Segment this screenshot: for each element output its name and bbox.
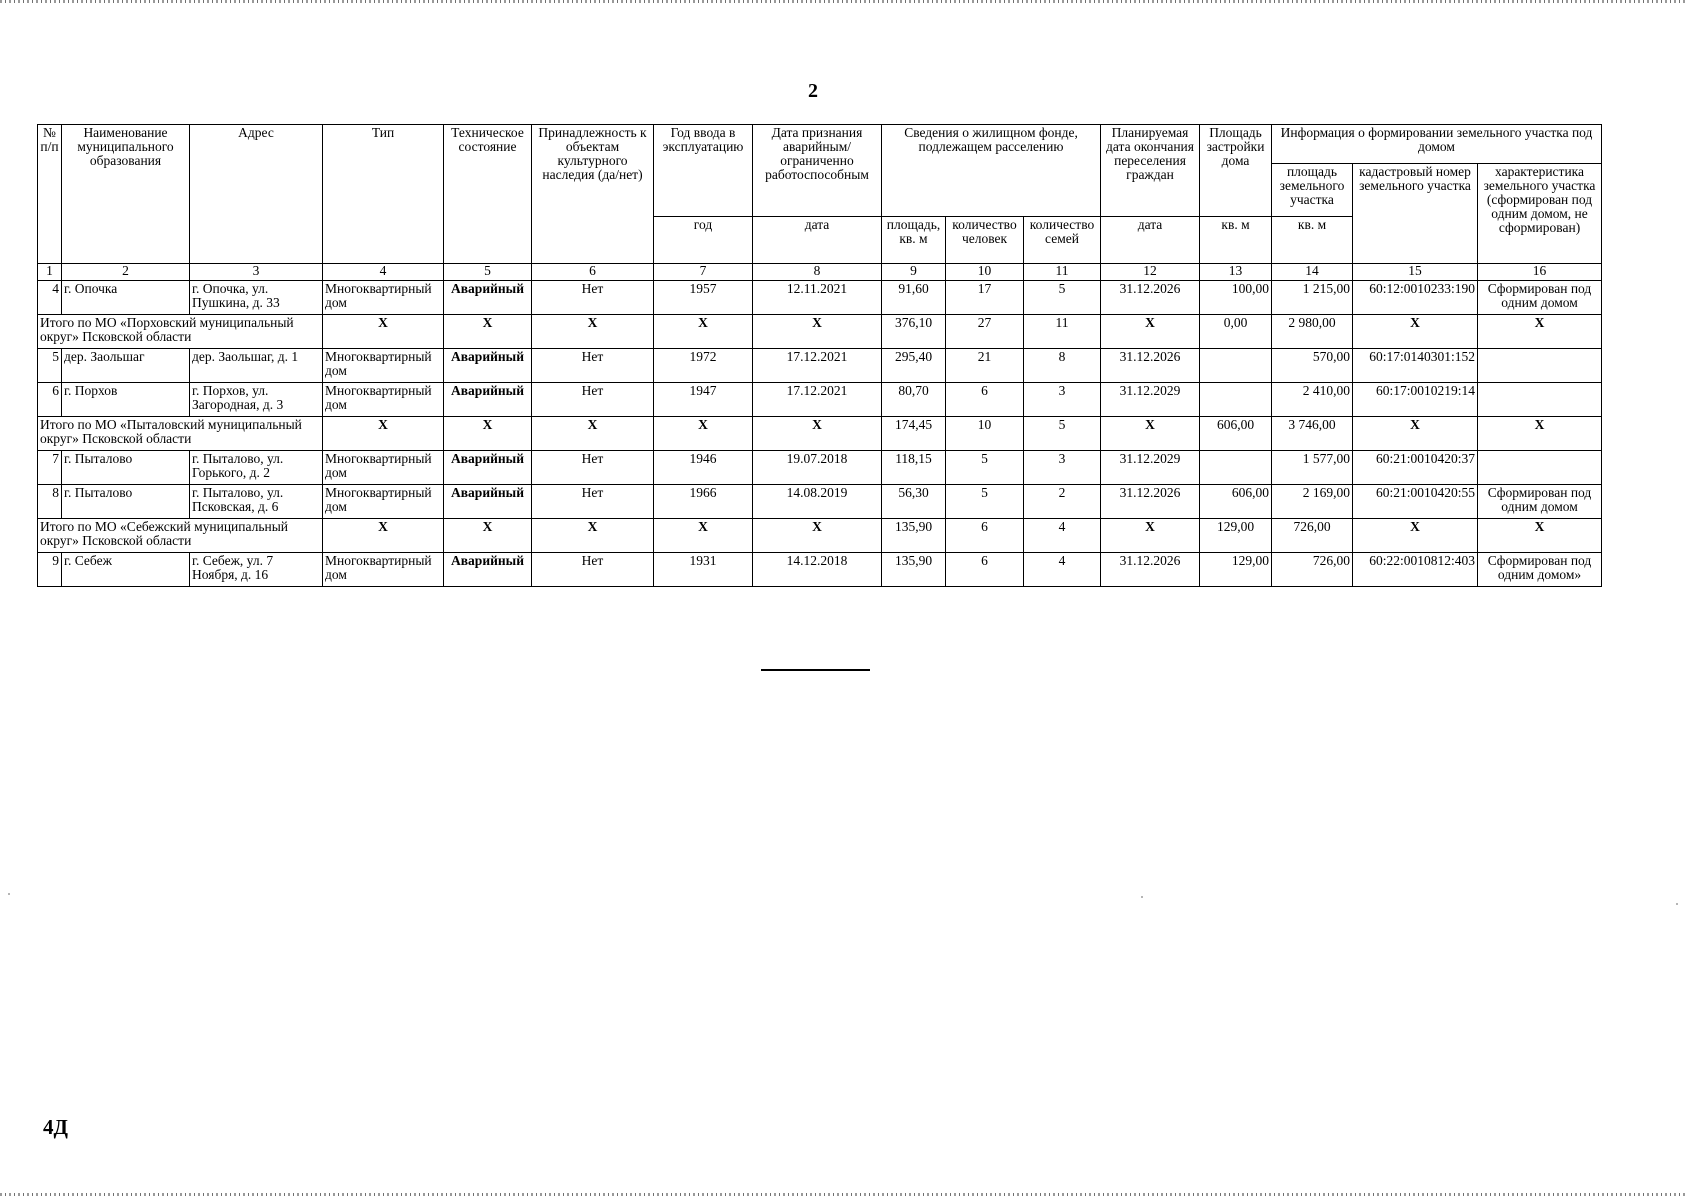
table-cell <box>1200 349 1272 383</box>
column-number: 2 <box>62 264 190 281</box>
table-cell: 5 <box>1024 281 1101 315</box>
table-row <box>38 485 1602 519</box>
table-cell: 1966 <box>654 485 753 519</box>
table-cell: Сформирован под одним домом <box>1478 485 1602 519</box>
table-cell: X <box>1353 417 1478 451</box>
table-cell: 9 <box>38 553 62 587</box>
table-cell: X <box>654 315 753 349</box>
table-cell <box>1478 349 1602 383</box>
table-cell: 21 <box>946 349 1024 383</box>
table-cell: 2 980,00 <box>1272 315 1353 349</box>
table-body <box>38 281 1602 587</box>
housing-registry-table <box>37 124 1602 587</box>
table-cell: г. Пыталово, ул. Горького, д. 2 <box>190 451 323 485</box>
table-cell: г. Себеж, ул. 7 Ноября, д. 16 <box>190 553 323 587</box>
table-cell: Многоквартирный дом <box>323 553 444 587</box>
scan-speck <box>8 893 10 895</box>
subtotal-label: Итого по МО «Пыталовский муниципальный округ» Псковской области <box>38 417 323 451</box>
table-cell: Многоквартирный дом <box>323 349 444 383</box>
table-cell: 31.12.2029 <box>1101 451 1200 485</box>
table-cell: X <box>1101 519 1200 553</box>
table-cell: 60:12:0010233:190 <box>1353 281 1478 315</box>
table-cell: X <box>1101 417 1200 451</box>
page-number: 2 <box>808 80 818 102</box>
table-cell: X <box>1101 315 1200 349</box>
table-cell: 1 577,00 <box>1272 451 1353 485</box>
table-cell: Аварийный <box>444 383 532 417</box>
table-cell: 295,40 <box>882 349 946 383</box>
table-cell: г. Порхов, ул. Загородная, д. 3 <box>190 383 323 417</box>
table-cell: 12.11.2021 <box>753 281 882 315</box>
table-cell: 726,00 <box>1272 553 1353 587</box>
header-land-area: площадь земельного участка <box>1272 164 1353 217</box>
table-cell: 4 <box>1024 553 1101 587</box>
table-cell: г. Пыталово <box>62 451 190 485</box>
column-number: 16 <box>1478 264 1602 281</box>
column-number: 1 <box>38 264 62 281</box>
table-cell: X <box>753 315 882 349</box>
table-cell: X <box>444 315 532 349</box>
column-number: 6 <box>532 264 654 281</box>
table-cell: X <box>532 315 654 349</box>
table-cell: Аварийный <box>444 553 532 587</box>
table-cell: г. Пыталово, ул. Псковская, д. 6 <box>190 485 323 519</box>
unit-plan-date: дата <box>1101 217 1200 264</box>
table-row <box>38 553 1602 587</box>
column-number: 5 <box>444 264 532 281</box>
table-cell: 5 <box>946 451 1024 485</box>
unit-building-sqm: кв. м <box>1200 217 1272 264</box>
table-cell: 5 <box>38 349 62 383</box>
table-cell: X <box>444 417 532 451</box>
table-cell: Многоквартирный дом <box>323 485 444 519</box>
subtotal-label: Итого по МО «Порховский муниципальный округ» Псковской области <box>38 315 323 349</box>
table-cell: 91,60 <box>882 281 946 315</box>
header-planned-date: Планируемая дата окончания переселения граждан <box>1101 125 1200 217</box>
column-number: 7 <box>654 264 753 281</box>
table-cell: 6 <box>946 383 1024 417</box>
table-cell <box>1478 383 1602 417</box>
table-cell: Аварийный <box>444 349 532 383</box>
table-cell: X <box>323 315 444 349</box>
header-address: Адрес <box>190 125 323 264</box>
scan-edge-top <box>0 0 1686 3</box>
subtotal-row <box>38 315 1602 349</box>
table-cell: 6 <box>946 519 1024 553</box>
unit-area-sqm: площадь, кв. м <box>882 217 946 264</box>
table-cell: 5 <box>946 485 1024 519</box>
table-cell: 60:17:0010219:14 <box>1353 383 1478 417</box>
table-row <box>38 349 1602 383</box>
table-cell: 17 <box>946 281 1024 315</box>
table-cell: 4 <box>38 281 62 315</box>
column-number: 8 <box>753 264 882 281</box>
column-number: 10 <box>946 264 1024 281</box>
table-cell: Аварийный <box>444 485 532 519</box>
table-cell: 19.07.2018 <box>753 451 882 485</box>
table-cell <box>1478 451 1602 485</box>
table-cell: 17.12.2021 <box>753 349 882 383</box>
table-cell: Нет <box>532 451 654 485</box>
subtotal-label: Итого по МО «Себежский муниципальный округ» Псковской области <box>38 519 323 553</box>
table-cell: 56,30 <box>882 485 946 519</box>
table-cell: X <box>532 519 654 553</box>
header-building-area: Площадь застройки дома <box>1200 125 1272 217</box>
header-land-group: Информация о формировании земельного участка под домом <box>1272 125 1602 164</box>
table-cell: 80,70 <box>882 383 946 417</box>
table-cell: 31.12.2029 <box>1101 383 1200 417</box>
column-number: 9 <box>882 264 946 281</box>
header-cadastral: кадастровый номер земельного участка <box>1353 164 1478 264</box>
table-cell: X <box>532 417 654 451</box>
header-recognition-date: Дата признания аварийным/ ограниченно работоспособным <box>753 125 882 217</box>
table-cell: 31.12.2026 <box>1101 553 1200 587</box>
header-row-top <box>38 125 1602 164</box>
table-cell: 31.12.2026 <box>1101 281 1200 315</box>
table-cell: 1946 <box>654 451 753 485</box>
header-type: Тип <box>323 125 444 264</box>
table-cell: дер. Заольшаг <box>62 349 190 383</box>
table-cell: Нет <box>532 281 654 315</box>
unit-year: год <box>654 217 753 264</box>
table-cell: 606,00 <box>1200 485 1272 519</box>
table-cell: 2 169,00 <box>1272 485 1353 519</box>
table-cell: 14.08.2019 <box>753 485 882 519</box>
table-cell: 2 410,00 <box>1272 383 1353 417</box>
table-cell: Нет <box>532 383 654 417</box>
table-cell: 8 <box>38 485 62 519</box>
table-cell: 10 <box>946 417 1024 451</box>
table-row <box>38 281 1602 315</box>
table-cell: X <box>753 417 882 451</box>
column-number: 3 <box>190 264 323 281</box>
table-cell: 1957 <box>654 281 753 315</box>
table-cell: X <box>1478 417 1602 451</box>
column-number-row <box>38 264 1602 281</box>
table-cell: 31.12.2026 <box>1101 349 1200 383</box>
table-cell: 31.12.2026 <box>1101 485 1200 519</box>
table-cell: г. Опочка <box>62 281 190 315</box>
table-cell <box>1200 451 1272 485</box>
header-heritage: Принадлежность к объектам культурного наследия (да/нет) <box>532 125 654 264</box>
table-cell: 11 <box>1024 315 1101 349</box>
table-cell: 60:21:0010420:55 <box>1353 485 1478 519</box>
table-cell: г. Порхов <box>62 383 190 417</box>
table-cell: Нет <box>532 349 654 383</box>
table-cell: 376,10 <box>882 315 946 349</box>
header-year-built: Год ввода в эксплуатацию <box>654 125 753 217</box>
table-cell: Нет <box>532 485 654 519</box>
column-number: 15 <box>1353 264 1478 281</box>
table-cell: 8 <box>1024 349 1101 383</box>
unit-date: дата <box>753 217 882 264</box>
table-cell <box>1200 383 1272 417</box>
table-cell: 570,00 <box>1272 349 1353 383</box>
unit-people: количество человек <box>946 217 1024 264</box>
table-cell: г. Опочка, ул. Пушкина, д. 33 <box>190 281 323 315</box>
table-cell: 135,90 <box>882 519 946 553</box>
table-cell: г. Себеж <box>62 553 190 587</box>
table-cell: 0,00 <box>1200 315 1272 349</box>
table-cell: X <box>323 519 444 553</box>
table-cell: 17.12.2021 <box>753 383 882 417</box>
subtotal-row <box>38 519 1602 553</box>
table-cell: 14.12.2018 <box>753 553 882 587</box>
column-number: 4 <box>323 264 444 281</box>
table-cell: 5 <box>1024 417 1101 451</box>
table-cell: 4 <box>1024 519 1101 553</box>
table-cell: X <box>1353 315 1478 349</box>
column-number: 13 <box>1200 264 1272 281</box>
table-cell: 135,90 <box>882 553 946 587</box>
table-cell: Сформирован под одним домом <box>1478 281 1602 315</box>
table-cell: 6 <box>38 383 62 417</box>
header-municipality: Наименование муниципального образования <box>62 125 190 264</box>
table-cell: 3 746,00 <box>1272 417 1353 451</box>
table-cell: 3 <box>1024 451 1101 485</box>
header-num: № п/п <box>38 125 62 264</box>
table-cell: X <box>1478 315 1602 349</box>
table-cell: X <box>753 519 882 553</box>
header-condition: Техническое состояние <box>444 125 532 264</box>
subtotal-row <box>38 417 1602 451</box>
table-cell: 6 <box>946 553 1024 587</box>
scan-speck <box>1676 903 1678 905</box>
unit-families: количество семей <box>1024 217 1101 264</box>
table-cell: 1972 <box>654 349 753 383</box>
table-cell: 27 <box>946 315 1024 349</box>
table-cell: X <box>654 417 753 451</box>
table-cell: X <box>654 519 753 553</box>
table-cell: 726,00 <box>1272 519 1353 553</box>
table-cell: Аварийный <box>444 451 532 485</box>
table-cell: г. Пыталово <box>62 485 190 519</box>
table-cell: 129,00 <box>1200 553 1272 587</box>
table-cell: 3 <box>1024 383 1101 417</box>
table-row <box>38 383 1602 417</box>
table-cell: 2 <box>1024 485 1101 519</box>
table-cell: 1947 <box>654 383 753 417</box>
table-cell: 60:22:0010812:403 <box>1353 553 1478 587</box>
column-number: 12 <box>1101 264 1200 281</box>
table-cell: 60:21:0010420:37 <box>1353 451 1478 485</box>
table-cell: Многоквартирный дом <box>323 451 444 485</box>
table-cell: 60:17:0140301:152 <box>1353 349 1478 383</box>
table-cell: 174,45 <box>882 417 946 451</box>
column-number: 11 <box>1024 264 1101 281</box>
scan-edge-bottom <box>0 1193 1686 1196</box>
table-cell: X <box>1353 519 1478 553</box>
table-cell: 1931 <box>654 553 753 587</box>
unit-land-sqm: кв. м <box>1272 217 1353 264</box>
header-housing-group: Сведения о жилищном фонде, подлежащем расселению <box>882 125 1101 217</box>
column-number: 14 <box>1272 264 1353 281</box>
table-cell: X <box>323 417 444 451</box>
table-cell: Многоквартирный дом <box>323 281 444 315</box>
table-cell: 7 <box>38 451 62 485</box>
table-cell: X <box>444 519 532 553</box>
table-row <box>38 451 1602 485</box>
end-of-table-rule <box>761 669 870 671</box>
table-cell: 129,00 <box>1200 519 1272 553</box>
table-cell: 606,00 <box>1200 417 1272 451</box>
table-cell: 118,15 <box>882 451 946 485</box>
table-cell: 1 215,00 <box>1272 281 1353 315</box>
table-header <box>38 125 1602 281</box>
table-cell: дер. Заольшаг, д. 1 <box>190 349 323 383</box>
table-cell: X <box>1478 519 1602 553</box>
table-cell: Нет <box>532 553 654 587</box>
scan-speck <box>1141 896 1143 898</box>
table-cell: Многоквартирный дом <box>323 383 444 417</box>
header-land-feature: характеристика земельного участка (сформирован под одним домом, не сформирован) <box>1478 164 1602 264</box>
table-cell: 100,00 <box>1200 281 1272 315</box>
table-cell: Сформирован под одним домом» <box>1478 553 1602 587</box>
marginal-code: 4Д <box>43 1115 68 1139</box>
table-cell: Аварийный <box>444 281 532 315</box>
